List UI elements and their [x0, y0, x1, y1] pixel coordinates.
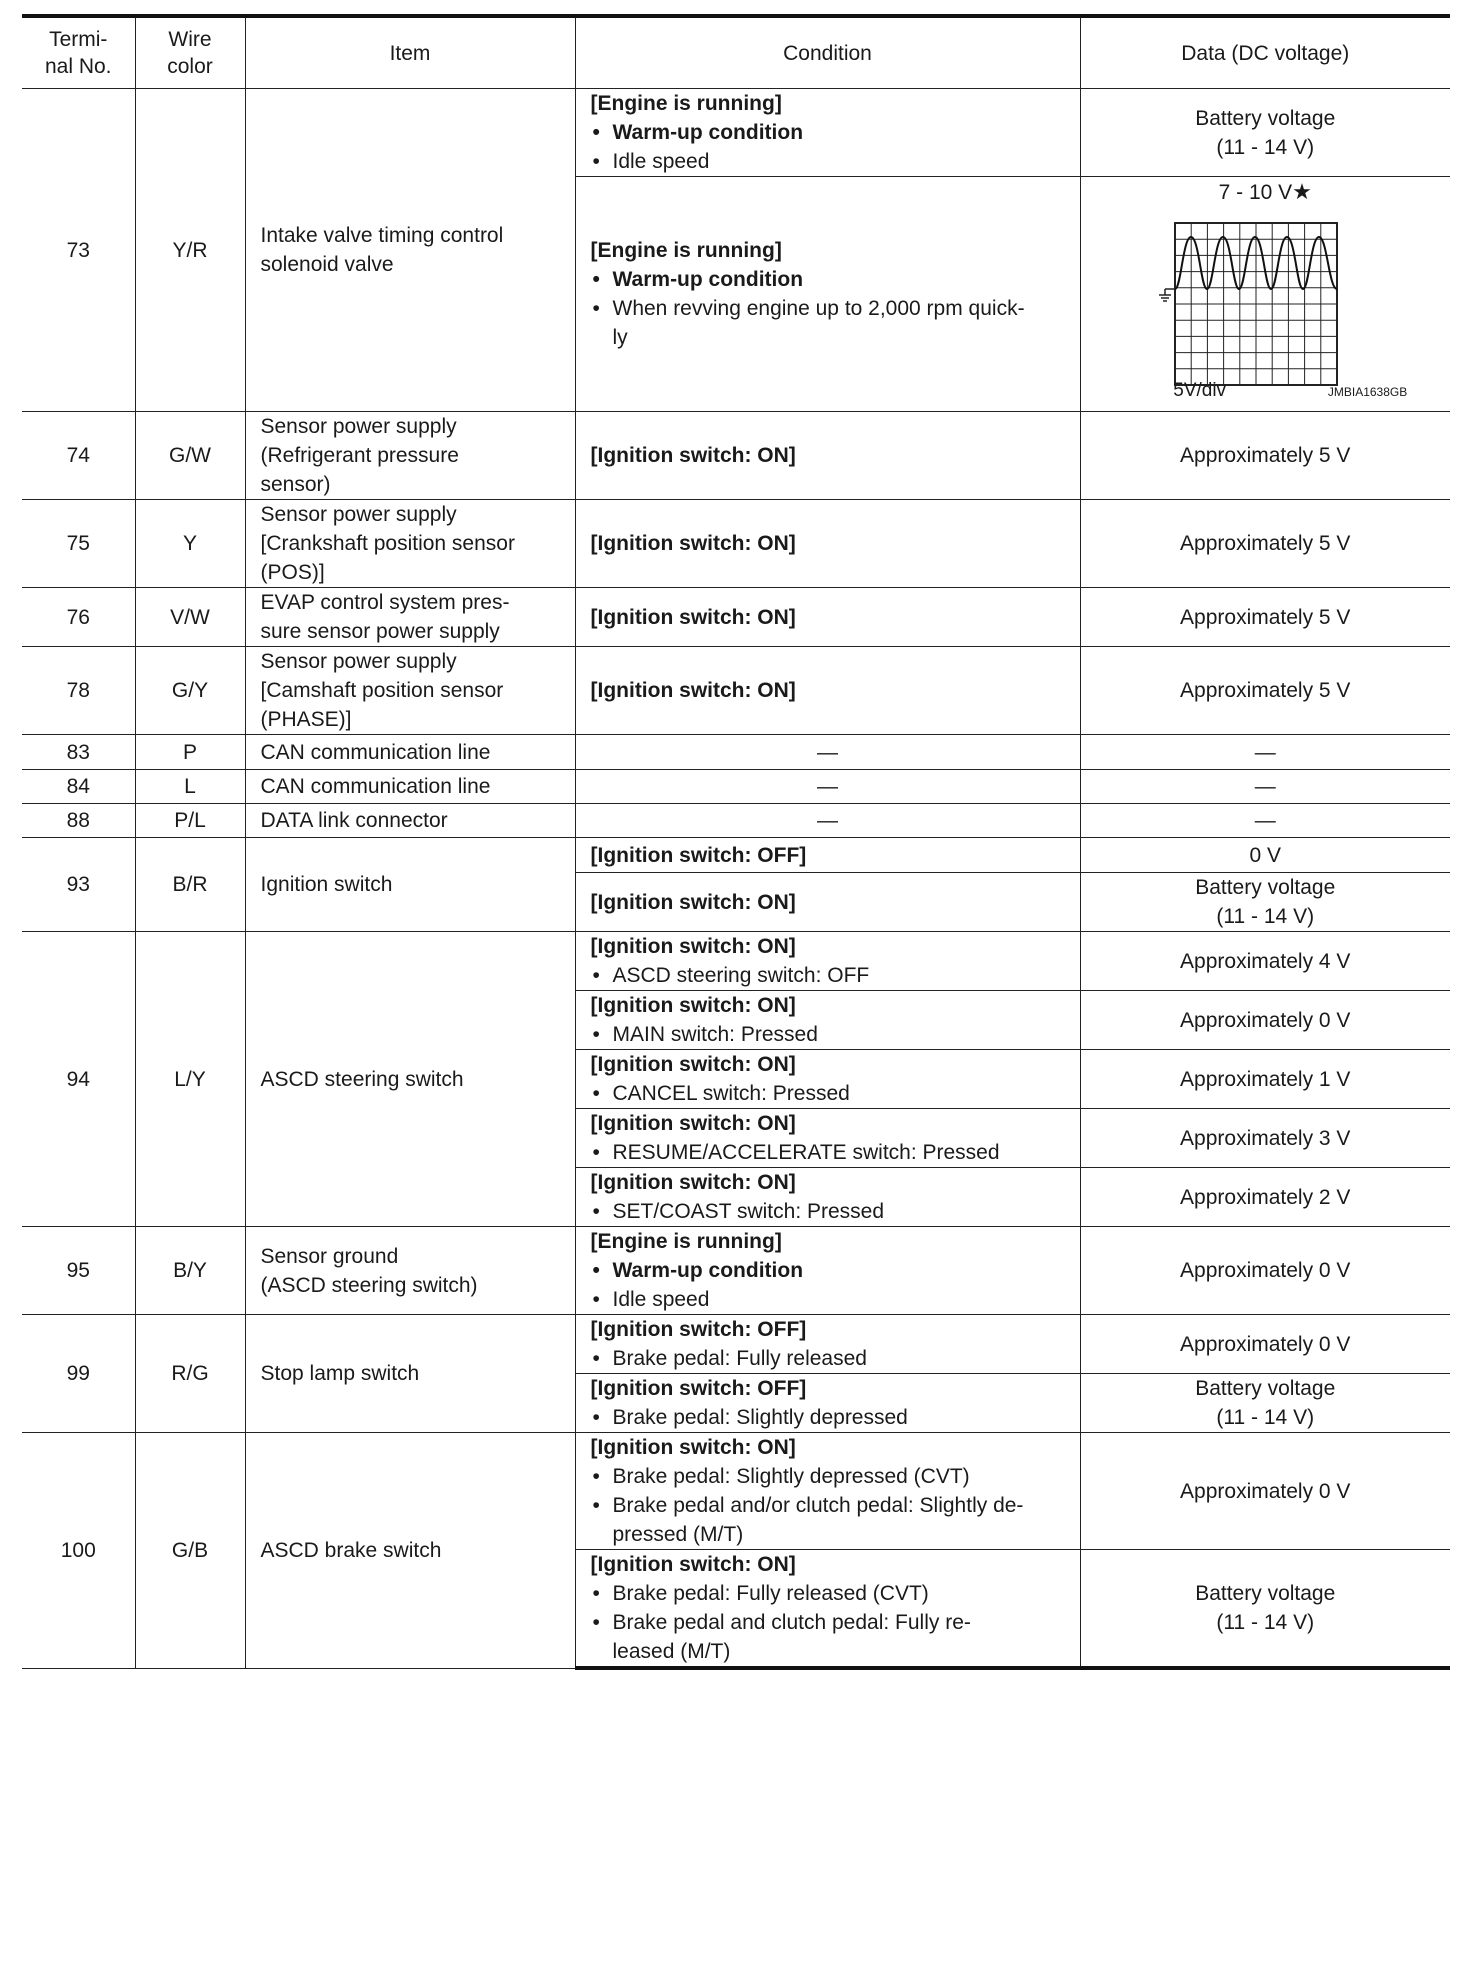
- data-line: (11 - 14 V): [1216, 135, 1315, 159]
- terminal-number: 95: [22, 1227, 135, 1315]
- item-description: [245, 647, 575, 735]
- condition-dash: —: [575, 804, 1080, 838]
- table-row: [22, 804, 1450, 838]
- condition-cell: [575, 991, 1080, 1050]
- data-value: Approximately 5 V: [1080, 647, 1450, 735]
- condition-dash: —: [575, 735, 1080, 770]
- data-value: Approximately 0 V: [1080, 991, 1450, 1050]
- condition-bullet: • Warm-up condition: [591, 265, 1072, 294]
- terminal-number: 73: [22, 89, 135, 412]
- item-description: CAN communication line: [245, 770, 575, 804]
- item-description: [245, 1227, 575, 1315]
- header-item: Item: [245, 16, 575, 89]
- item-line: [Camshaft position sensor: [260, 679, 504, 702]
- terminal-data-table: [22, 14, 1450, 1670]
- condition-header: [Ignition switch: ON]: [575, 412, 1080, 500]
- table-row: [22, 932, 1450, 991]
- data-line: (11 - 14 V): [1216, 1406, 1315, 1429]
- item-line: (ASCD steering switch): [260, 1273, 478, 1297]
- wire-color: G/Y: [135, 647, 245, 735]
- data-dash: —: [1080, 770, 1450, 804]
- terminal-number: 76: [22, 588, 135, 647]
- wire-color: B/R: [135, 838, 245, 932]
- data-value: Approximately 5 V: [1080, 588, 1450, 647]
- wire-color: Y/R: [135, 89, 245, 412]
- item-line: [Crankshaft position sensor: [260, 532, 515, 555]
- table-row: [22, 1227, 1450, 1315]
- data-value: Approximately 5 V: [1080, 412, 1450, 500]
- condition-header: [Ignition switch: ON]: [575, 873, 1080, 932]
- header-terminal-line: nal No.: [44, 55, 112, 78]
- condition-cell: [575, 1315, 1080, 1374]
- wire-color: Y: [135, 500, 245, 588]
- condition-bullet: • Brake pedal and clutch pedal: Fully re-: [591, 1608, 1072, 1637]
- item-line: Sensor ground: [260, 1244, 399, 1268]
- data-value: Approximately 1 V: [1080, 1050, 1450, 1109]
- data-waveform-cell: [1080, 177, 1450, 412]
- data-value: Approximately 3 V: [1080, 1109, 1450, 1168]
- condition-bullet: • MAIN switch: Pressed: [591, 1020, 1072, 1049]
- item-line: Sensor power supply: [260, 503, 457, 526]
- table-row: [22, 1315, 1450, 1374]
- data-value: [1080, 873, 1450, 932]
- wire-color: R/G: [135, 1315, 245, 1433]
- condition-bullet: • Brake pedal: Slightly depressed: [591, 1403, 1072, 1432]
- table-row: [22, 89, 1450, 177]
- item-description: ASCD brake switch: [245, 1433, 575, 1669]
- condition-header: [Ignition switch: ON]: [575, 647, 1080, 735]
- header-wire-line: Wire: [168, 28, 212, 51]
- wire-color: B/Y: [135, 1227, 245, 1315]
- table-row: [22, 770, 1450, 804]
- condition-header: [Engine is running]: [590, 92, 782, 115]
- header-data: Data (DC voltage): [1080, 16, 1450, 89]
- condition-cell: [575, 1168, 1080, 1227]
- item-line: Sensor power supply: [260, 650, 457, 673]
- table-row: [22, 412, 1450, 500]
- wire-color: P: [135, 735, 245, 770]
- condition-bullet: • Brake pedal and/or clutch pedal: Slightly de-: [591, 1491, 1072, 1520]
- condition-header: [Ignition switch: OFF]: [575, 838, 1080, 873]
- condition-bullet: • Idle speed: [591, 1285, 1072, 1314]
- data-value: Approximately 2 V: [1080, 1168, 1450, 1227]
- condition-header: [Ignition switch: ON]: [590, 1553, 796, 1576]
- condition-bullet-continuation: ly: [612, 326, 628, 349]
- condition-bullet: • Brake pedal: Fully released (CVT): [591, 1579, 1072, 1608]
- condition-bullet: • CANCEL switch: Pressed: [591, 1079, 1072, 1108]
- item-description: [245, 89, 575, 412]
- condition-bullet: • Warm-up condition: [591, 1256, 1072, 1285]
- wire-color: G/W: [135, 412, 245, 500]
- data-line: Battery voltage: [1195, 1377, 1336, 1400]
- item-description: ASCD steering switch: [245, 932, 575, 1227]
- item-description: [245, 412, 575, 500]
- condition-bullet: • Brake pedal: Slightly depressed (CVT): [591, 1462, 1072, 1491]
- header-condition: Condition: [575, 16, 1080, 89]
- item-description: [245, 588, 575, 647]
- terminal-number: 75: [22, 500, 135, 588]
- terminal-number: 99: [22, 1315, 135, 1433]
- item-description: CAN communication line: [245, 735, 575, 770]
- condition-bullet: • Idle speed: [591, 147, 1072, 176]
- condition-bullet-continuation: pressed (M/T): [612, 1523, 744, 1546]
- item-line: Sensor power supply: [260, 415, 457, 438]
- header-terminal-no: [22, 16, 135, 89]
- condition-cell: [575, 1550, 1080, 1669]
- data-line: Battery voltage: [1195, 1582, 1336, 1605]
- wire-color: L/Y: [135, 932, 245, 1227]
- oscilloscope-figure: [1135, 211, 1408, 411]
- header-row: [22, 16, 1450, 89]
- waveform-voltage-text: 7 - 10 V: [1218, 181, 1293, 204]
- item-line: sure sensor power supply: [260, 620, 500, 643]
- data-value: Approximately 0 V: [1080, 1315, 1450, 1374]
- condition-header: [Ignition switch: OFF]: [590, 1318, 807, 1341]
- condition-header: [Engine is running]: [590, 1230, 782, 1253]
- data-line: Battery voltage: [1195, 876, 1336, 899]
- item-description: Stop lamp switch: [245, 1315, 575, 1433]
- header-wire-color: [135, 16, 245, 89]
- terminal-number: 84: [22, 770, 135, 804]
- condition-cell: [575, 1109, 1080, 1168]
- data-line: (11 - 14 V): [1216, 1611, 1315, 1634]
- condition-cell: [575, 89, 1080, 177]
- ground-icon: [1159, 289, 1175, 301]
- waveform-voltage-label: [1081, 177, 1451, 207]
- item-description: Ignition switch: [245, 838, 575, 932]
- terminal-number: 83: [22, 735, 135, 770]
- terminal-number: 94: [22, 932, 135, 1227]
- condition-header: [Ignition switch: ON]: [590, 1436, 796, 1459]
- terminal-number: 88: [22, 804, 135, 838]
- table-row: [22, 588, 1450, 647]
- condition-header: [Ignition switch: ON]: [590, 935, 796, 958]
- condition-bullet: • When revving engine up to 2,000 rpm quick-: [591, 294, 1072, 323]
- item-line: EVAP control system pres-: [260, 591, 510, 614]
- item-line: Intake valve timing control: [260, 224, 504, 247]
- data-value: 0 V: [1080, 838, 1450, 873]
- table-row: [22, 1433, 1450, 1550]
- condition-bullet-continuation: leased (M/T): [612, 1640, 731, 1663]
- header-terminal-line: Termi-: [49, 28, 108, 51]
- condition-header: [Ignition switch: OFF]: [590, 1377, 807, 1400]
- condition-header: [Ignition switch: ON]: [575, 500, 1080, 588]
- data-value: Approximately 5 V: [1080, 500, 1450, 588]
- data-value: Approximately 4 V: [1080, 932, 1450, 991]
- data-dash: —: [1080, 735, 1450, 770]
- item-line: sensor): [260, 473, 331, 496]
- terminal-number: 78: [22, 647, 135, 735]
- item-description: DATA link connector: [245, 804, 575, 838]
- item-line: (Refrigerant pressure: [260, 444, 459, 467]
- wire-color: P/L: [135, 804, 245, 838]
- figure-code-label: JMBIA1638GB: [1327, 385, 1408, 399]
- wire-color: V/W: [135, 588, 245, 647]
- condition-cell: [575, 932, 1080, 991]
- data-dash: —: [1080, 804, 1450, 838]
- condition-cell: [575, 1433, 1080, 1550]
- condition-cell: [575, 177, 1080, 412]
- data-value: [1080, 89, 1450, 177]
- data-line: Battery voltage: [1195, 106, 1336, 130]
- item-description: [245, 500, 575, 588]
- item-line: (PHASE)]: [260, 708, 352, 731]
- waveform-scale-label: 5V/div: [1173, 380, 1227, 401]
- item-line: solenoid valve: [260, 253, 394, 276]
- condition-header: [Ignition switch: ON]: [590, 994, 796, 1017]
- condition-cell: [575, 1050, 1080, 1109]
- table-row: [22, 735, 1450, 770]
- data-value: Approximately 0 V: [1080, 1433, 1450, 1550]
- terminal-number: 74: [22, 412, 135, 500]
- condition-bullet: • Warm-up condition: [591, 118, 1072, 147]
- condition-cell: [575, 1227, 1080, 1315]
- terminal-number: 93: [22, 838, 135, 932]
- data-value: [1080, 1374, 1450, 1433]
- header-wire-line: color: [167, 55, 213, 78]
- wire-color: L: [135, 770, 245, 804]
- condition-bullet: • SET/COAST switch: Pressed: [591, 1197, 1072, 1226]
- condition-header: [Engine is running]: [590, 239, 782, 262]
- data-value: [1080, 1550, 1450, 1669]
- table-row: [22, 500, 1450, 588]
- condition-dash: —: [575, 770, 1080, 804]
- table-row: [22, 838, 1450, 873]
- terminal-number: 100: [22, 1433, 135, 1669]
- condition-header: [Ignition switch: ON]: [590, 1171, 796, 1194]
- data-line: (11 - 14 V): [1216, 905, 1315, 928]
- data-value: Approximately 0 V: [1080, 1227, 1450, 1315]
- wire-color: G/B: [135, 1433, 245, 1669]
- condition-bullet: • ASCD steering switch: OFF: [591, 961, 1072, 990]
- condition-header: [Ignition switch: ON]: [590, 1112, 796, 1135]
- condition-bullet: • RESUME/ACCELERATE switch: Pressed: [591, 1138, 1072, 1167]
- condition-cell: [575, 1374, 1080, 1433]
- condition-header: [Ignition switch: ON]: [575, 588, 1080, 647]
- condition-header: [Ignition switch: ON]: [590, 1053, 796, 1076]
- table-row: [22, 647, 1450, 735]
- item-line: (POS)]: [260, 561, 325, 584]
- star-icon: ★: [1292, 179, 1312, 204]
- condition-bullet: • Brake pedal: Fully released: [591, 1344, 1072, 1373]
